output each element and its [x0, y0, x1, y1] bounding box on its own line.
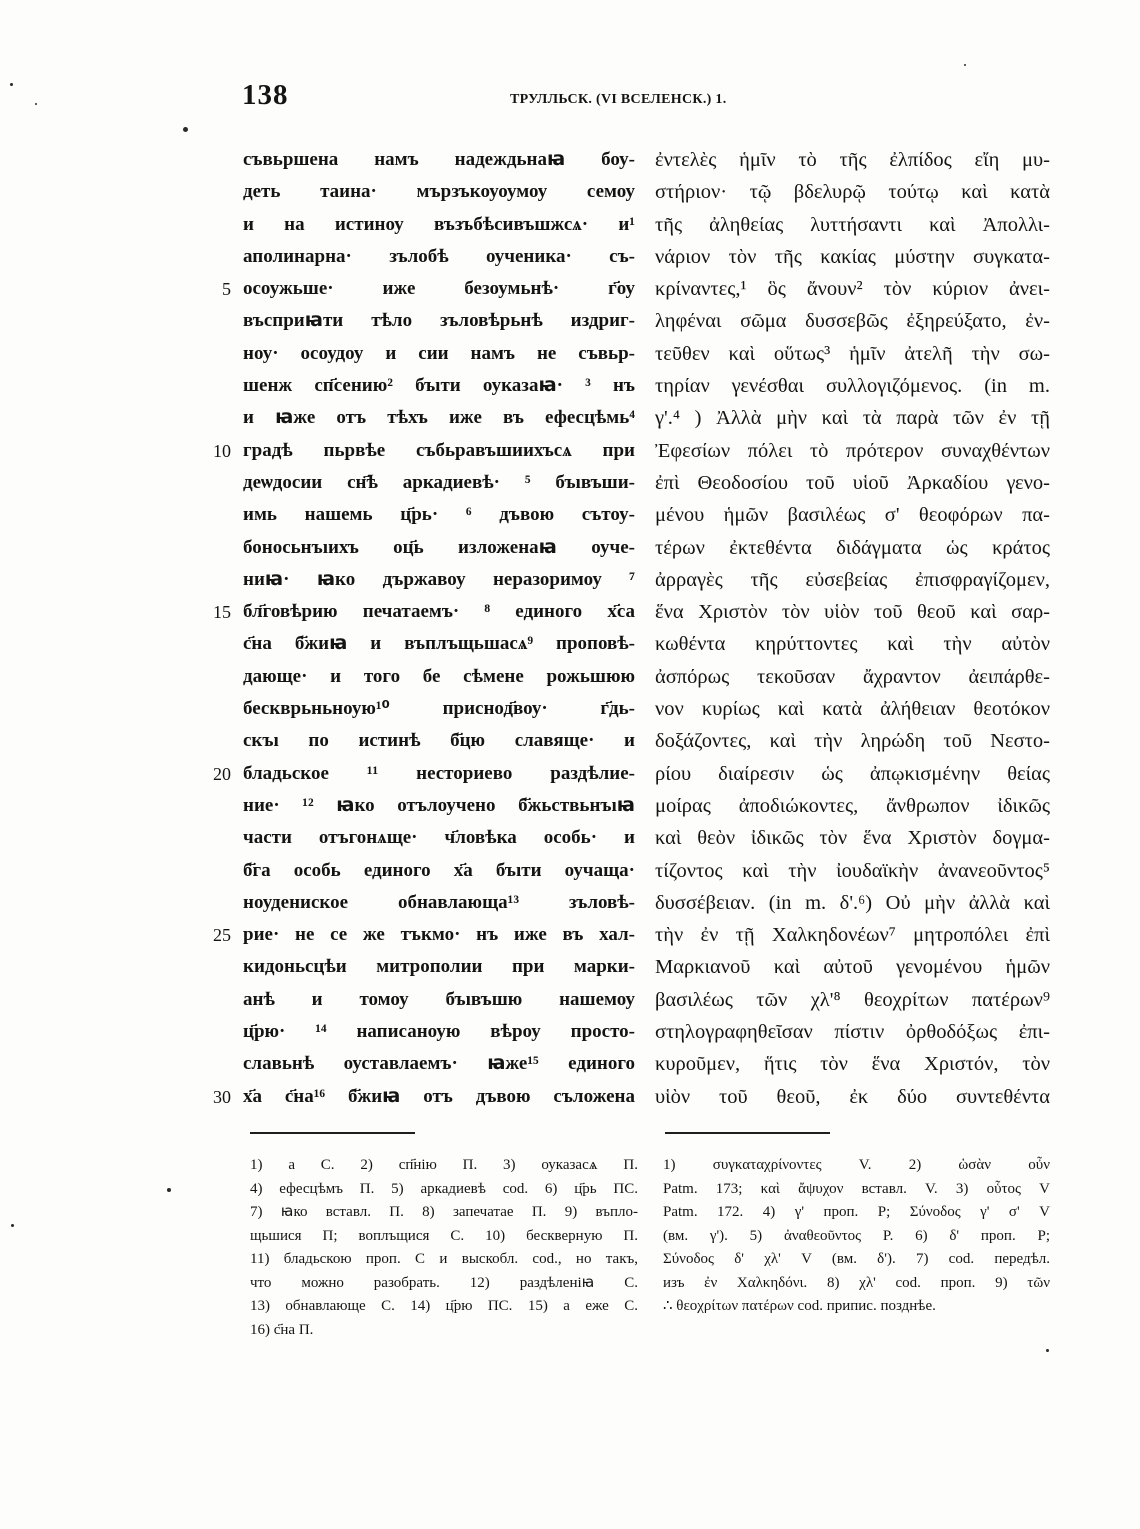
footnote-rule-left [250, 1132, 415, 1134]
slavonic-line [243, 532, 635, 564]
scan-speck [964, 64, 966, 66]
slavonic-line-text: ние· ¹² ꙗко отълоучено б҃жьствьнъıꙗ [243, 794, 635, 816]
greek-line-text: τῆς ἀληθείας λυττήσαντι καὶ Ἀπολλι- [655, 213, 1050, 236]
greek-line [655, 144, 1050, 176]
greek-line-text: μοίρας ἀποδιώκοντες, ἄνθρωπον ἰδικῶς [655, 794, 1050, 817]
slavonic-line-text: и ꙗже отъ тѣхъ иже въ ефесцѣмь⁴ [243, 407, 635, 429]
slavonic-line [243, 1048, 635, 1080]
greek-line-text: υἱὸν τοῦ θεοῦ, ἐκ δύο συντεθέντα [655, 1085, 1050, 1108]
greek-line [655, 693, 1050, 725]
slavonic-footnote-line: щьшися П; воплъщися С. 10) бескверную П. [250, 1227, 638, 1244]
slavonic-line-text: анѣ и томоу бъıвъшю нашемоу [243, 988, 635, 1010]
greek-line [655, 338, 1050, 370]
slavonic-line [213, 919, 635, 951]
greek-footnote-line: Σύνοδος δ' χλ' V (вм. δ'). 7) cod. передѣл. [663, 1251, 1050, 1267]
greek-line [655, 435, 1050, 467]
greek-line [655, 467, 1050, 499]
slavonic-line [243, 661, 635, 693]
greek-line [655, 887, 1050, 919]
slavonic-line-text: градѣ пьрвѣе събьравъшиихъсѧ при [243, 439, 635, 461]
greek-line-text: ἀρραγὲς τῆς εὐσεβείας ἐπισφραγίζομεν, [655, 568, 1050, 591]
greek-line-text: ἀσπόρως τεκοῦσαν ἄχραντον ἀειπάρθε- [655, 665, 1050, 688]
greek-line-text: τὴν ἐν τῇ Χαλκηδονέων⁷ μητροπόλει ἐπὶ [655, 924, 1050, 947]
slavonic-line [243, 790, 635, 822]
slavonic-line [243, 499, 635, 531]
slavonic-line [213, 596, 635, 628]
slavonic-line-text: съвьршена намъ надеждьнаꙗ боу- [243, 149, 635, 170]
greek-footnote-line: ∴ θεοχρίτων πατέρων cod. припис. позднѣе. [663, 1298, 936, 1314]
slavonic-line-text: ноу· осоудоу и сии намъ не съвьр- [243, 342, 635, 364]
slavonic-line-text: бл҃говѣрию печатаемъ· ⁸ единого х҃са [243, 601, 635, 623]
slavonic-footnote-line: 16) с҃на П. [250, 1321, 314, 1338]
greek-line [655, 402, 1050, 434]
slavonic-line [243, 564, 635, 596]
greek-line [655, 1016, 1050, 1048]
greek-line-text: νάριον τὸν τῆς κακίας μύστην συγκατα- [655, 245, 1050, 268]
scan-speck [1046, 1349, 1049, 1352]
greek-line-text: στήριον· τῷ βδελυρῷ τούτῳ καὶ κατὰ [655, 181, 1050, 204]
greek-line-text: Ἐφεσίων πόλει τὸ πρότερον συναχθέντων [655, 439, 1050, 462]
slavonic-line [243, 887, 635, 919]
greek-line-text: κρίναντες,¹ ὃς ἄνουν² τὸν κύριον ἀνει- [655, 278, 1050, 301]
slavonic-line-text: и на истиноу възъбѣсивъшжсѧ· и¹ [243, 213, 635, 235]
slavonic-line [243, 402, 635, 434]
slavonic-line-text: осоужьше· иже безоумьнѣ· г҃оу [243, 278, 635, 300]
slavonic-line [213, 435, 635, 467]
slavonic-line-text: ц҃рю· ¹⁴ написаноую вѣроу просто- [243, 1021, 635, 1043]
line-number: 20 [213, 763, 231, 784]
slavonic-line-text: с҃на б҃жиꙗ и въплъщьшасѧ⁹ проповѣ- [243, 633, 635, 655]
slavonic-line [243, 144, 635, 176]
scan-speck [11, 1224, 14, 1227]
greek-line-text: ἐπὶ Θεοδοσίου τοῦ υἱοῦ Ἀρκαδίου γενο- [655, 471, 1050, 494]
slavonic-line-text: въсприꙗти тѣло зъловѣрьнѣ издриг- [243, 310, 635, 332]
greek-line-text: ρίου διαίρεσιν ὡς ἀπῳκισμένην θείας [655, 762, 1050, 785]
slavonic-line [243, 305, 635, 337]
greek-footnote-line: Patm. 172. 4) γ' проп. P; Σύνοδος γ' σ' V [663, 1204, 1050, 1220]
greek-line-text: ἕνα Χριστὸν τὸν υἱὸν τοῦ θεοῦ καὶ σαρ- [655, 601, 1050, 624]
slavonic-footnote-line: что можно разобрать. 12) раздѣленіꙗ С. [250, 1274, 638, 1291]
greek-line [655, 564, 1050, 596]
greek-line [655, 1081, 1050, 1113]
slavonic-line-text: ниꙗ· ꙗко държавоу неразоримоу ⁷ [243, 568, 635, 590]
slavonic-line-text: бладьское ¹¹ несториево раздѣлие- [243, 762, 635, 784]
slavonic-line [213, 1081, 635, 1113]
slavonic-line [243, 176, 635, 208]
greek-line [655, 725, 1050, 757]
greek-footnote-line: 1) συγκαταχρίνοντες V. 2) ὡσὰν οὖν [663, 1157, 1050, 1173]
slavonic-line-text: аполинарна· зълобѣ оученика· съ- [243, 245, 635, 267]
greek-footnote-line: (вм. γ'). 5) ἀναθεοῦντος P. 6) δ' проп. P; [663, 1227, 1050, 1244]
scan-speck [10, 83, 13, 86]
slavonic-line [243, 467, 635, 499]
line-number: 5 [222, 279, 231, 300]
greek-line-text: τίζοντος καὶ τὴν ἰουδαϊκὴν ἀνανεοῦντος⁵ [655, 859, 1050, 882]
slavonic-line-text: б҃га особь единого х҃а бъıти оучаща· [243, 859, 635, 881]
greek-line [655, 855, 1050, 887]
greek-line-text: δυσσέβειαν. (in m. δ'.⁶) Οὐ μὴν ἀλλὰ καὶ [655, 891, 1050, 914]
greek-line [655, 499, 1050, 531]
slavonic-footnote-line: 1) а С. 2) сп҃нію П. 3) оуказасѧ П. [250, 1157, 638, 1173]
slavonic-line [243, 822, 635, 854]
greek-line-text: γ'.⁴ ) Ἀλλὰ μὴν καὶ τὰ παρὰ τῶν ἐν τῇ [655, 407, 1050, 430]
greek-line [655, 919, 1050, 951]
running-title: ТРУЛЛЬСК. (VI ВСЕЛЕНСК.) 1. [510, 92, 727, 107]
slavonic-line-text: рие· не се же тъкмо· нъ иже въ хал- [243, 924, 635, 946]
greek-line-text: νον κυρίως καὶ κατὰ ἀλήθειαν θεοτόκον [655, 698, 1050, 721]
slavonic-footnote-line: 7) ꙗко вставл. П. 8) запечатае П. 9) въпло- [250, 1204, 638, 1220]
greek-line-text: Μαρκιανοῦ καὶ αὐτοῦ γενομένου ἡμῶν [655, 956, 1050, 979]
greek-column [655, 144, 1050, 1113]
greek-line [655, 661, 1050, 693]
slavonic-line [243, 951, 635, 983]
slavonic-line-text: деть таина· мързъкоуоумоу семоу [243, 181, 635, 203]
slavonic-line [243, 370, 635, 402]
greek-line-text: κυροῦμεν, ἥτις τὸν ἕνα Χριστόν, τὸν [655, 1053, 1050, 1076]
slavonic-line-text: кидоньсцѣи митрополии при марки- [243, 956, 635, 978]
line-number: 15 [213, 602, 231, 623]
slavonic-line-text: скъı по истинѣ б҃цю славяще· и [243, 730, 635, 752]
greek-line [655, 790, 1050, 822]
greek-line [655, 209, 1050, 241]
slavonic-line-text: шенж сп҃сению² бъıти оуказаꙗ· ³ нъ [243, 375, 635, 397]
slavonic-line [243, 628, 635, 660]
slavonic-line [243, 855, 635, 887]
greek-footnotes [663, 1154, 1050, 1319]
slavonic-line-text: х҃а с҃на¹⁶ б҃жиꙗ отъ дъвою съложена [243, 1085, 635, 1107]
scan-speck [167, 1188, 171, 1192]
greek-line [655, 951, 1050, 983]
slavonic-line [222, 273, 635, 305]
greek-line [655, 628, 1050, 660]
slavonic-line [213, 758, 635, 790]
scan-speck [35, 103, 37, 105]
slavonic-line-text: ноудениское обнавлающа¹³ зъловѣ- [243, 891, 635, 913]
page-number: 138 [242, 79, 289, 111]
slavonic-footnote-line: 4) ефесцѣмъ П. 5) аркадиевѣ cod. 6) ц҃рь ПС. [250, 1180, 638, 1197]
slavonic-line-text: бескврьньноую¹⁰ приснод҃воу· г҃дь- [243, 698, 635, 720]
greek-line-text: ἐντελὲς ἡμῖν τὸ τῆς ἐλπίδος εἴη μυ- [655, 149, 1050, 171]
slavonic-line-text: имь нашемь ц҃рь· ⁶ дъвою сътоу- [243, 504, 635, 526]
greek-footnote-line: изъ ἐν Χαλκηδόνι. 8) χλ' cod. проп. 9) τῶν [663, 1274, 1050, 1291]
slavonic-line [243, 725, 635, 757]
greek-line [655, 532, 1050, 564]
slavonic-footnote-line: 11) бладьскою проп. С и выскобл. cod., но такъ, [250, 1251, 638, 1267]
scan-speck [183, 127, 188, 132]
slavonic-line [243, 693, 635, 725]
slavonic-footnotes [250, 1154, 638, 1342]
slavonic-line-text: боносьнъıихъ оц҃ь изложенаꙗ оуче- [243, 536, 635, 558]
greek-line [655, 596, 1050, 628]
greek-line-text: τέρων ἐκτεθέντα διδάγματα ὡς κράτος [655, 536, 1050, 559]
greek-line [655, 984, 1050, 1016]
greek-line [655, 1048, 1050, 1080]
slavonic-line-text: деѡдосии сн҃ѣ аркадиевѣ· ⁵ бъıвъши- [243, 471, 635, 493]
slavonic-line [243, 338, 635, 370]
greek-footnote-line: Patm. 173; καὶ ἄψυχον вставл. V. 3) οὗτος V [663, 1180, 1050, 1197]
slavonic-line [243, 241, 635, 273]
greek-line-text: καὶ θεὸν ἰδικῶς τὸν ἕνα Χριστὸν δογμα- [655, 827, 1050, 850]
greek-line [655, 273, 1050, 305]
line-number: 25 [213, 925, 231, 946]
slavonic-line-text: части отъгонѧще· ч҃ловѣка особь· и [243, 827, 635, 849]
greek-line-text: τηρίαν γενέσθαι συλλογιζόμενος. (in m. [655, 375, 1050, 398]
greek-line [655, 758, 1050, 790]
slavonic-line [243, 1016, 635, 1048]
greek-line-text: δοξάζοντες, καὶ τὴν ληρώδη τοῦ Νεστο- [655, 730, 1050, 753]
greek-line [655, 305, 1050, 337]
footnote-rule-right [665, 1132, 830, 1134]
greek-line [655, 370, 1050, 402]
slavonic-line [243, 209, 635, 241]
greek-line-text: μένου ἡμῶν βασιλέως σ' θεοφόρων πα- [655, 504, 1050, 527]
slavonic-line [243, 984, 635, 1016]
greek-line-text: τεῦθεν καὶ οὕτως³ ἡμῖν ἀτελῆ τὴν σω- [655, 342, 1050, 365]
greek-line-text: στηλογραφηθεῖσαν πίστιν ὀρθοδόξως ἐπι- [655, 1021, 1050, 1044]
greek-line-text: βασιλέως τῶν χλ'⁸ θεοχρίτων πατέρων⁹ [655, 988, 1050, 1011]
greek-line [655, 241, 1050, 273]
greek-line [655, 176, 1050, 208]
slavonic-line-text: дающе· и того бе сѣмене рожьшюю [243, 665, 635, 687]
line-number: 10 [213, 440, 231, 461]
greek-line [655, 822, 1050, 854]
greek-line-text: κωθέντα κηρύττοντες καὶ τὴν αὐτὸν [655, 633, 1050, 656]
slavonic-footnote-line: 13) обнавлающе С. 14) ц҃рю ПС. 15) а еже С. [250, 1298, 638, 1314]
slavonic-column [213, 144, 635, 1113]
greek-line-text: ληφέναι σῶμα δυσσεβῶς ἐξηρεύξατο, ἐν- [655, 310, 1050, 333]
slavonic-line-text: славьнѣ оуставлаемъ· ꙗже¹⁵ единого [243, 1053, 635, 1075]
line-number: 30 [213, 1086, 231, 1107]
